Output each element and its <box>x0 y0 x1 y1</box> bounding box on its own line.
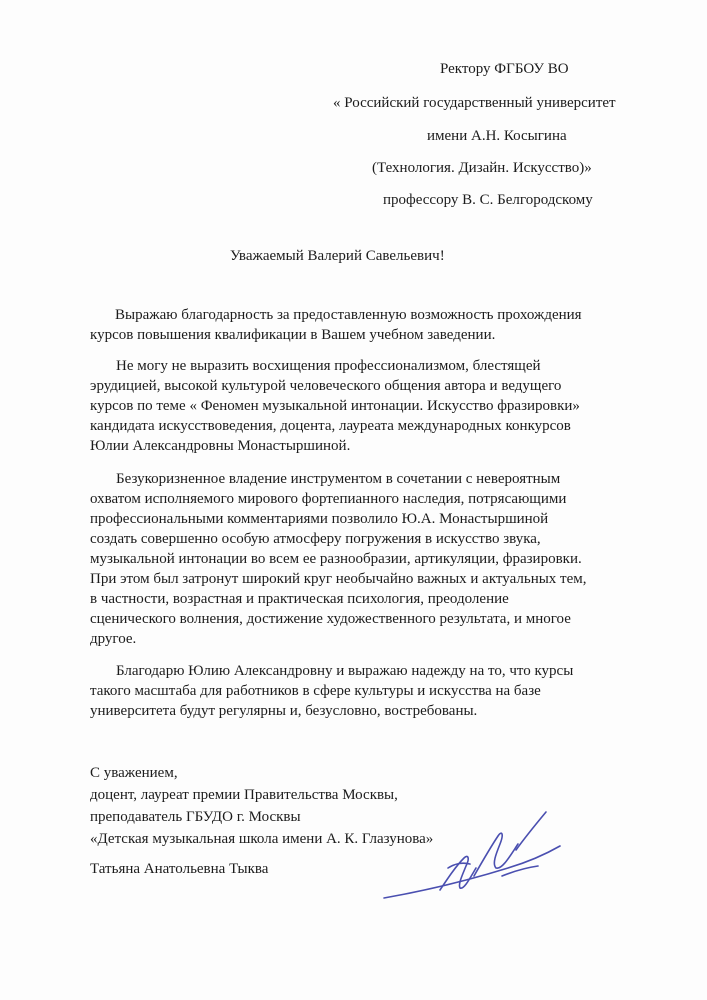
closing-line: доцент, лауреат премии Правительства Москвы, <box>90 787 398 803</box>
body-line: в частности, возрастная и практическая психология, преодоление <box>90 591 509 607</box>
greeting: Уважаемый Валерий Савельевич! <box>230 248 445 264</box>
body-line: университета будут регулярны и, безусловно, востребованы. <box>90 703 478 719</box>
body-line: Безукоризненное владение инструментом в сочетании с невероятным <box>116 471 561 487</box>
addressee-line: имени А.Н. Косыгина <box>427 128 567 144</box>
addressee-line: « Российский государственный университет <box>333 95 616 111</box>
body-line: курсов повышения квалификации в Вашем учебном заведении. <box>90 327 496 343</box>
body-line: другое. <box>90 631 137 647</box>
body-line: Выражаю благодарность за предоставленную возможность прохождения <box>115 307 582 323</box>
body-line: создать совершенно особую атмосферу погружения в искусство звука, <box>90 531 541 547</box>
closing-line: преподаватель ГБУДО г. Москвы <box>90 809 301 825</box>
body-line: кандидата искусствоведения, доцента, лауреата международных конкурсов <box>90 418 571 434</box>
signature-strokes <box>384 812 560 898</box>
addressee-line: профессору В. С. Белгородскому <box>383 192 593 208</box>
body-line: профессиональными комментариями позволило Ю.А. Монастыршиной <box>90 511 549 527</box>
closing-line: С уважением, <box>90 765 178 781</box>
addressee-line: (Технология. Дизайн. Искусство)» <box>372 160 592 176</box>
body-line: Благодарю Юлию Александровну и выражаю надежду на то, что курсы <box>116 663 574 679</box>
handwritten-signature <box>378 806 568 916</box>
body-line: сценического волнения, достижение художественного результата, и многое <box>90 611 571 627</box>
body-line: Юлии Александровны Монастыршиной. <box>90 438 351 454</box>
body-line: такого масштаба для работников в сфере культуры и искусства на базе <box>90 683 541 699</box>
addressee-line: Ректору ФГБОУ ВО <box>440 61 569 77</box>
closing-line: «Детская музыкальная школа имени А. К. Глазунова» <box>90 831 434 847</box>
sender-name: Татьяна Анатольевна Тыква <box>90 861 269 877</box>
body-line: Не могу не выразить восхищения профессионализмом, блестящей <box>116 358 541 374</box>
body-line: охватом исполняемого мирового фортепианного наследия, потрясающими <box>90 491 567 507</box>
body-line: курсов по теме « Феномен музыкальной интонации. Искусство фразировки» <box>90 398 580 414</box>
body-line: эрудицией, высокой культурой человеческого общения автора и ведущего <box>90 378 562 394</box>
body-line: музыкальной интонации во всем ее разнообразии, артикуляции, фразировки. <box>90 551 582 567</box>
body-line: При этом был затронут широкий круг необычайно важных и актуальных тем, <box>90 571 587 587</box>
